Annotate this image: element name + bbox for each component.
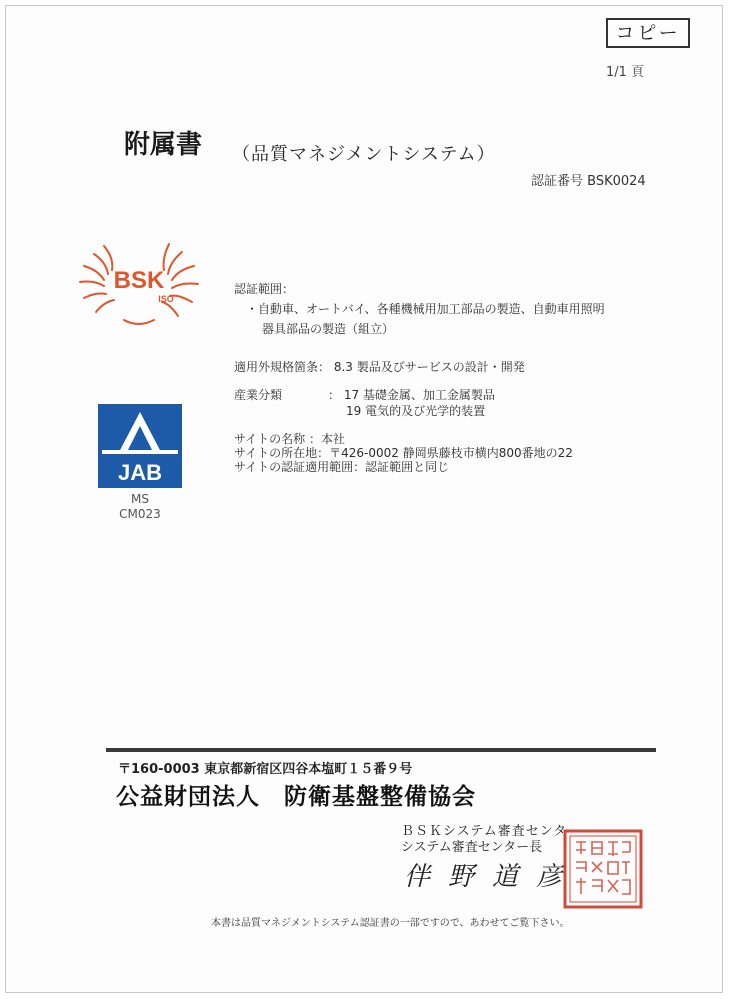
scope-line-2: 器具部品の製造（組立） (262, 322, 395, 336)
footer-divider (106, 748, 656, 752)
center-name: ＢＳＫシステム審査センター (401, 824, 582, 839)
jab-ms-code: CM023 (119, 507, 161, 521)
jab-ms-label: MS (131, 492, 149, 506)
certificate-annex-page (5, 5, 723, 993)
site-address: サイトの所在地：〒426-0002 静岡県藤枝市横内800番地の22 (234, 446, 573, 460)
director-title: システム審査センター長 (401, 840, 543, 855)
page-title: 附属書 (124, 130, 203, 160)
site-name: サイトの名称 ：本社 (234, 432, 345, 446)
jab-logo-text: JAB (117, 460, 163, 485)
bsk-logo (74, 236, 204, 331)
industry-line-1: ： 17 基礎金属、加工金属製品 (328, 388, 495, 402)
scope-line-1: ・自動車、オートバイ、各種機械用加工部品の製造、自動車用照明 (246, 302, 605, 316)
official-seal (562, 828, 644, 910)
scope-heading: 認証範囲： (234, 282, 295, 296)
bsk-logo-sub: ISO (158, 294, 174, 304)
issuer-address: 〒160-0003 東京都新宿区四谷本塩町１５番９号 (118, 762, 413, 777)
jab-logo (98, 404, 182, 488)
page-number: 1/1 頁 (606, 65, 645, 80)
copy-stamp: コピー (606, 18, 690, 48)
issuer-organization: 公益財団法人 防衛基盤整備協会 (116, 784, 476, 810)
bsk-logo-text: BSK (113, 267, 165, 294)
industry-label: 産業分類 (234, 388, 283, 402)
site-scope: サイトの認証適用範囲：認証範囲と同じ (234, 460, 450, 474)
certificate-number: 認証番号 BSK0024 (531, 174, 646, 189)
footer-note: 本書は品質マネジメントシステム認証書の一部ですので、あわせてご覧下さい。 (211, 918, 570, 929)
exclusion-clause: 適用外規格箇条： 8.3 製品及びサービスの設計・開発 (234, 360, 525, 374)
page-subtitle: （品質マネジメントシステム） (232, 144, 496, 165)
industry-line-2: 19 電気的及び光学的装置 (346, 404, 486, 418)
director-signature: 伴野道彦 (404, 862, 581, 892)
